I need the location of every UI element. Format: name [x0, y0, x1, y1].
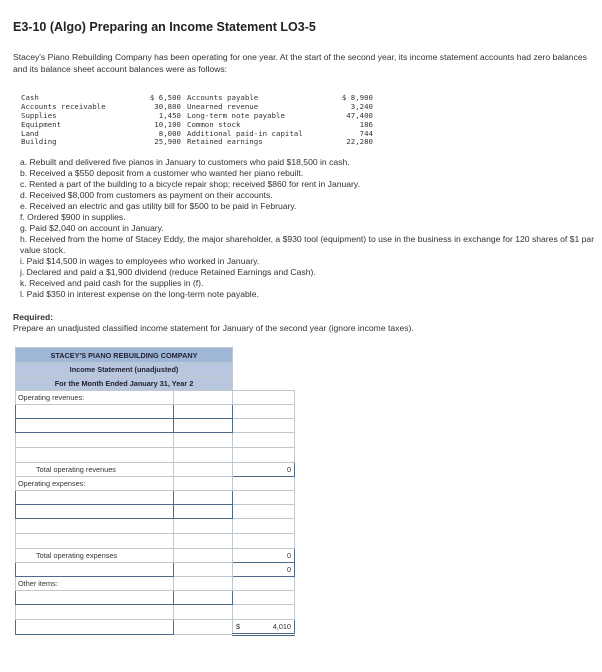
balance-account-amount: 30,800 — [154, 101, 181, 111]
expense-account-input-2[interactable] — [16, 505, 174, 519]
operating-expenses-label: Operating expenses: — [16, 477, 174, 491]
net-income-label-input[interactable] — [16, 620, 174, 635]
balance-account-name: Accounts payable — [187, 93, 259, 102]
operating-income-label-input[interactable] — [16, 563, 174, 577]
balances-right-accounts — [187, 94, 303, 147]
statement-name: Income Statement (unadjusted) — [16, 363, 233, 377]
transaction-item: c. Rented a part of the building to a bicycle repair shop; received $860 for rent in January. — [20, 179, 360, 189]
balance-account-amount: 744 — [359, 128, 373, 138]
transaction-list — [20, 157, 595, 300]
revenue-amount-input-2[interactable] — [174, 419, 233, 433]
balance-account-amount: $ 6,500 — [149, 93, 181, 102]
balance-account-name: Accounts receivable — [21, 101, 106, 111]
balance-account-name: Additional paid-in capital — [187, 128, 303, 138]
total-operating-expenses-value[interactable]: 0 — [233, 549, 295, 563]
problem-intro: Stacey's Piano Rebuilding Company has been operating for one year. At the start of the second year, its income statement accounts had zero balances and its balance sheet account balances were as follows: — [13, 52, 587, 74]
transaction-item: e. Received an electric and gas utility bill for $500 to be paid in February. — [20, 201, 297, 211]
balance-account-amount: 10,100 — [154, 119, 181, 129]
transaction-item: g. Paid $2,040 on account in January. — [20, 223, 164, 233]
currency-symbol: $ — [236, 622, 241, 631]
balance-account-amount: 8,000 — [158, 128, 181, 138]
requirement — [13, 312, 414, 334]
balances-right-amounts — [330, 94, 373, 147]
balance-account-name: Land — [21, 128, 39, 138]
expense-amount-input-2[interactable] — [174, 505, 233, 519]
transaction-item: d. Received $8,000 from customers as payment on their accounts. — [20, 190, 273, 200]
expense-amount-input-1[interactable] — [174, 491, 233, 505]
problem-title: E3-10 (Algo) Preparing an Income Statement LO3-5 — [13, 20, 316, 34]
other-item-amount-input-1[interactable] — [174, 591, 233, 605]
operating-income-value[interactable]: 0 — [233, 563, 295, 577]
transaction-item: h. Received from the home of Stacey Eddy, the major shareholder, a $930 tool (equipment) to use in the business in exchange for 120 shares of $1 par value stock. — [20, 234, 595, 255]
transaction-item: f. Ordered $900 in supplies. — [20, 212, 126, 222]
balances-left-amounts — [129, 94, 181, 147]
balance-account-amount: 25,900 — [154, 137, 181, 147]
transaction-item: i. Paid $14,500 in wages to employees who worked in January. — [20, 256, 260, 266]
transaction-item: l. Paid $350 in interest expense on the long-term note payable. — [20, 289, 259, 299]
balance-account-name: Retained earnings — [187, 137, 263, 147]
total-operating-revenues-value[interactable]: 0 — [233, 463, 295, 477]
transaction-item: a. Rebuilt and delivered five pianos in January to customers who paid $18,500 in cash. — [20, 157, 350, 167]
transaction-item: k. Received and paid cash for the supplies in (f). — [20, 278, 204, 288]
balance-account-amount: 22,280 — [346, 137, 373, 147]
balance-account-name: Supplies — [21, 110, 57, 120]
transaction-item: j. Declared and paid a $1,900 dividend (reduce Retained Earnings and Cash). — [20, 267, 316, 277]
transaction-item: b. Received a $550 deposit from a customer who wanted her piano rebuilt. — [20, 168, 304, 178]
statement-period: For the Month Ended January 31, Year 2 — [16, 377, 233, 391]
balance-account-name: Building — [21, 137, 57, 147]
balance-account-name: Equipment — [21, 119, 62, 129]
required-text: Prepare an unadjusted classified income statement for January of the second year (ignore income taxes). — [13, 323, 414, 333]
net-income-amount: 4,010 — [272, 622, 291, 631]
operating-revenues-label: Operating revenues: — [16, 391, 174, 405]
total-operating-revenues-label: Total operating revenues — [16, 463, 174, 477]
revenue-account-input-2[interactable] — [16, 419, 174, 433]
balance-account-name: Long-term note payable — [187, 110, 285, 120]
income-statement-table — [15, 347, 295, 636]
revenue-amount-input-1[interactable] — [174, 405, 233, 419]
balance-account-amount: 3,240 — [350, 101, 373, 111]
balance-account-amount: 47,400 — [346, 110, 373, 120]
balance-account-amount: 1,450 — [158, 110, 181, 120]
total-operating-expenses-label: Total operating expenses — [16, 549, 174, 563]
balances-left-accounts — [21, 94, 106, 147]
balance-account-name: Cash — [21, 93, 39, 102]
revenue-account-input-1[interactable] — [16, 405, 174, 419]
other-item-account-input-1[interactable] — [16, 591, 174, 605]
expense-account-input-1[interactable] — [16, 491, 174, 505]
statement-company: STACEY'S PIANO REBUILDING COMPANY — [16, 348, 233, 363]
other-items-label: Other items: — [16, 577, 174, 591]
required-label: Required: — [13, 312, 54, 322]
balance-account-amount: $ 8,900 — [341, 93, 373, 102]
balance-account-amount: 186 — [359, 119, 373, 129]
balance-account-name: Common stock — [187, 119, 241, 129]
balance-account-name: Unearned revenue — [187, 101, 259, 111]
net-income-value[interactable] — [233, 620, 295, 635]
